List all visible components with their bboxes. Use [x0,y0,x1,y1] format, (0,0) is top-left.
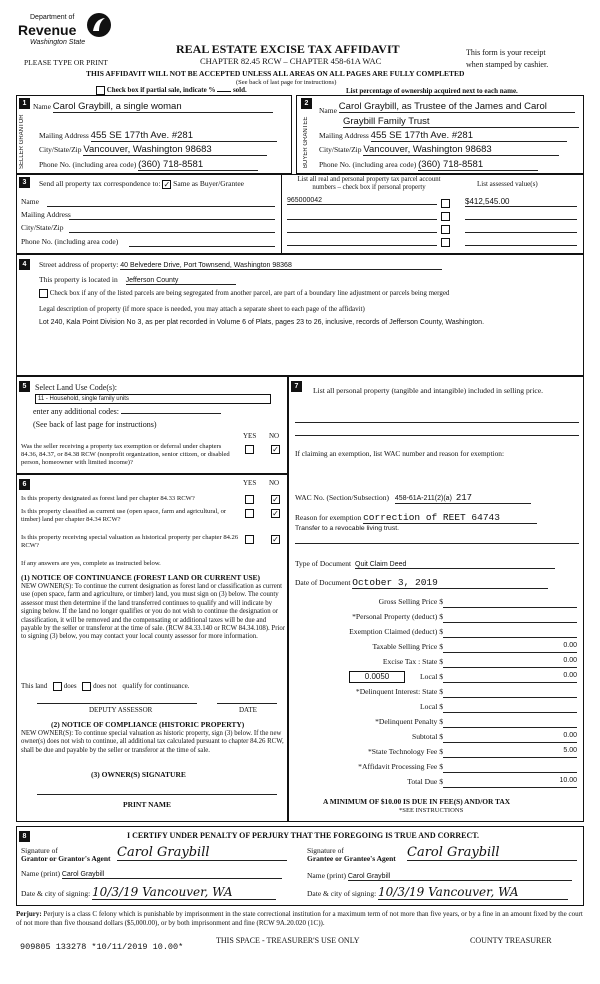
tax-row [295,597,579,612]
section-2 [296,95,584,174]
wac-number[interactable] [395,493,531,504]
grantor-signature[interactable]: Carol Graybill [117,845,287,861]
personal-property-label: List all personal property (tangible and intangible) included in selling price. [313,386,544,395]
form-subtitle: CHAPTER 82.45 RCW – CHAPTER 458-61A WAC [200,56,382,66]
section-5 [16,376,288,474]
buyer-phone-label: Phone No. (including area code) [319,160,417,169]
tax-row-label: *Delinquent Interest: State $ [355,687,443,696]
doc-date-field[interactable]: October 3, 2019 [352,577,548,589]
tax-row-label: Subtotal $ [411,732,443,741]
grantor-date-city[interactable]: 10/3/19 Vancouver, WA [92,885,276,900]
reason-field[interactable]: correction of REET 64743 [363,512,537,524]
tax-row-value[interactable] [443,597,577,608]
name-3-label: Name [21,197,39,206]
exemption-yes-checkbox[interactable] [245,445,254,454]
tax-row-value[interactable]: 0.00 [443,732,577,743]
parcel-number-4[interactable] [287,236,437,246]
does-not-label: does not [93,682,117,691]
doc-type-field[interactable]: Quit Claim Deed [355,561,555,569]
revenue-logo-icon [86,12,112,38]
tax-row [295,762,579,777]
tax-row [295,627,579,642]
tax-row [295,777,579,792]
section-1 [16,95,292,174]
legal-description[interactable]: Lot 240, Kala Point Division No 3, as per plat recorded in Volume 6 of Plats, pages 23 to 26, inclusive, records of Jefferson County, Washington. [39,319,485,326]
forest-no-checkbox[interactable]: ✓ [272,495,279,504]
seller-phone[interactable]: (360) 718-8581 [138,159,258,171]
personal-property-checkbox-3[interactable] [441,225,450,234]
personal-property-checkbox-2[interactable] [441,212,450,221]
form-title: REAL ESTATE EXCISE TAX AFFIDAVIT [176,42,400,56]
personal-property-checkbox-4[interactable] [441,238,450,247]
tax-row-value[interactable] [443,717,577,728]
please-type: PLEASE TYPE OR PRINT [24,58,108,67]
tax-row-label: Local $ [420,702,443,711]
seller-address[interactable]: 455 SE 177th Ave. #281 [91,130,277,142]
deputy-date-line[interactable] [217,703,277,704]
parcel-rows [287,197,581,249]
section-3 [16,174,584,254]
notice-continuance-title: (1) NOTICE OF CONTINUANCE (FOREST LAND OR CURRENT USE) [21,573,261,582]
tax-row-value[interactable]: 10.00 [443,777,577,788]
county-field[interactable]: Jefferson County [126,277,236,285]
partial-sale-label: Check box if partial sale, indicate % [106,86,216,95]
tax-row-value[interactable] [443,762,577,773]
see-instructions: *SEE INSTRUCTIONS [399,807,464,814]
grantee-signature[interactable]: Carol Graybill [407,845,577,861]
does-label: does [63,682,77,691]
reason-line-2[interactable]: Transfer to a revocable living trust. [295,525,400,532]
personal-property-line-2[interactable] [295,435,579,436]
send-correspondence-label: Send all property tax correspondence to: [39,179,161,188]
assessed-value[interactable]: $412,545.00 [465,197,577,207]
seller-name-label: Name [33,102,51,111]
tax-row-label: *State Technology Fee $ [367,747,443,756]
grantee-name-print[interactable]: Carol Graybill [348,873,572,881]
section-8 [16,826,584,906]
tax-row-label: Gross Selling Price $ [378,597,443,606]
no-6: NO [269,479,280,487]
tax-row-label: *Affidavit Processing Fee $ [358,762,443,771]
seller-grantor-label: SELLER GRANTOR [19,114,25,170]
name-3-field[interactable] [47,206,275,207]
if-yes-note: If any answers are yes, complete as instructed below. [21,560,161,567]
segregated-label: Check box if any of the listed parcels are being segregated from another parcel, are part of a boundary line adjustment or parcels being merged [49,289,450,298]
no-5: NO [269,432,280,440]
claiming-exemption: If claiming an exemption, list WAC number and reason for exemption: [295,449,505,458]
this-land-label: This land [21,682,48,691]
yes-5: YES [243,432,257,440]
sig-grantor-label: Signature of [21,846,58,855]
agency-state: Washington State [30,39,86,46]
parcel-number-2[interactable] [287,210,437,220]
section-6-number: 6 [19,479,30,490]
county-treasurer: COUNTY TREASURER [470,936,552,945]
grantor-name-print[interactable]: Carol Graybill [62,871,282,879]
tax-row [295,702,579,717]
tax-row-value[interactable]: 0.00 [443,642,577,653]
tax-row [295,612,579,627]
parcel-number[interactable]: 965000042 [287,197,437,205]
print-name-label: PRINT NAME [123,800,171,809]
wac-label: WAC No. (Section/Subsection) [295,493,389,502]
section-1-number: 1 [19,98,30,109]
legal-label: Legal description of property (if more space is needed, you may attach a separate sheet to each page of the affidavit) [39,305,365,313]
section-2-number: 2 [301,98,312,109]
agency-dept: Department of [30,14,75,21]
deputy-assessor-line[interactable] [37,703,197,704]
wac-handwritten: 217 [455,493,473,503]
ownership-note: List percentage of ownership acquired next to each name. [346,87,518,95]
section-4-number: 4 [19,259,30,270]
tax-row [295,642,579,657]
receipt-note-1: This form is your receipt [466,48,546,57]
partial-sale-row [96,86,247,95]
current-use-no-checkbox[interactable]: ✓ [272,509,279,518]
tax-row [295,732,579,747]
section-8-number: 8 [19,831,30,842]
name-print-label-grantee: Name (print) [307,871,346,880]
tax-calculation-rows [295,597,579,792]
tax-row [295,687,579,702]
addr-3-field[interactable] [69,219,275,220]
certify-statement: I CERTIFY UNDER PENALTY OF PERJURY THAT THE FOREGOING IS TRUE AND CORRECT. [127,831,480,840]
notice-compliance-title: (2) NOTICE OF COMPLIANCE (HISTORIC PROPERTY) [51,720,245,729]
tax-row-value[interactable] [443,627,577,638]
seller-city[interactable]: Vancouver, Washington 98683 [83,144,267,156]
deputy-assessor-label: DEPUTY ASSESSOR [89,706,153,714]
section-6 [16,474,288,822]
assessed-value-4[interactable] [465,236,577,246]
located-label: This property is located in [39,275,118,284]
tax-row-label: Exemption Claimed (deduct) $ [349,627,443,636]
tax-row [295,717,579,732]
historic-no-checkbox[interactable]: ✓ [272,535,279,544]
date-city-label-grantee: Date & city of signing: [307,889,377,898]
addr-3-label: Mailing Address [21,210,71,219]
name-print-label-grantor: Name (print) [21,869,60,878]
buyer-addr-label: Mailing Address [319,131,369,140]
phone-3-field[interactable] [129,246,275,247]
sold-label: sold. [232,86,247,95]
yes-6: YES [243,479,257,487]
sig-grantee-label: Signature of [307,846,344,855]
section-7 [288,376,584,822]
land-use-label: Select Land Use Code(s): [35,383,117,392]
tax-row [295,657,579,672]
tax-row-value[interactable]: 0.00 [443,672,577,683]
current-use-question: Is this property classified as current use (open space, farm and agricultural, or timber) land per chapter 84.34 RCW? [21,508,227,523]
see-back-5: (See back of last page for instructions) [33,420,157,429]
buyer-name[interactable]: Carol Graybill, as Trustee of the James and Carol [339,101,575,113]
tax-row-value[interactable] [443,702,577,713]
additional-codes-label: enter any additional codes: [33,407,119,416]
forest-yes-checkbox[interactable] [245,495,254,504]
additional-codes-field[interactable] [121,413,221,414]
tax-row-label: Total Due $ [407,777,443,786]
doc-date-label: Date of Document [295,578,351,587]
tax-row [295,672,579,687]
deputy-date-label: DATE [239,706,257,714]
perjury-label: Perjury: [16,910,42,918]
perjury-text: Perjury is a class C felony which is punishable by imprisonment in the state correctional institution for a maximum term of not more than five years, or by a fine in an amount fixed by the court of not more than five thousand dollars ($5,000.00), or by both imprisonment and fine (RCW 9A.20.020 (1C)). [16,910,583,927]
receipt-note-2: when stamped by cashier. [466,60,549,69]
same-as-buyer-label: Same as Buyer/Grantee [173,179,244,188]
local-rate-box[interactable]: 0.0050 [349,671,405,683]
sig-grantee-label-2: Grantee or Grantee's Agent [307,854,396,863]
buyer-phone[interactable]: (360) 718-8581 [418,159,538,171]
city-3-label: City/State/Zip [21,223,64,232]
historic-question: Is this property receiving special valuation as historical property per chapter 84.26 RCW? [21,534,239,549]
seller-name[interactable]: Carol Graybill, a single woman [53,101,273,113]
seller-addr-label: Mailing Address [39,131,89,140]
exemption-no-checkbox[interactable]: ✓ [272,445,279,454]
same-as-buyer-checkbox[interactable]: ✓ [163,179,171,189]
tax-row-label: Excise Tax : State $ [382,657,443,666]
minimum-due: A MINIMUM OF $10.00 IS DUE IN FEE(S) AND/OR TAX [323,797,511,806]
agency-name: Revenue [18,22,77,38]
notice-continuance-body: NEW OWNER(S): To continue the current designation as forest land or classification as current use (open space, farm and agriculture, or timber) land, you must sign on (3) below. The county assessor must then determine if the land transferred continues to qualify and will indicate by signing below. If the land no longer qualifies or you do not wish to continue the designation or classification, it will be removed and the compensating or additional taxes will be due and payable by the seller or transferor at the time of sale. (RCW 84.33.140 or RCW 84.34.108). Prior to signing (3) below, you may contact your local county assessor for more information. [21,583,286,641]
doc-type-label: Type of Document [295,559,352,568]
agency-logo [14,12,114,52]
tax-row-value[interactable]: 5.00 [443,747,577,758]
parcel-number-3[interactable] [287,223,437,233]
seller-phone-label: Phone No. (including area code) [39,160,137,169]
section-7-number: 7 [291,381,302,392]
partial-sale-checkbox[interactable] [96,86,105,95]
seller-city-label: City/State/Zip [39,145,82,154]
assessed-value-3[interactable] [465,223,577,233]
does-not-checkbox[interactable] [82,682,91,691]
personal-property-line-1[interactable] [295,422,579,423]
treasurer-space: THIS SPACE - TREASURER'S USE ONLY [216,936,360,945]
assessed-header: List assessed value(s) [477,180,538,188]
buyer-name-label: Name [319,106,337,115]
exemption-question: Was the seller receiving a property tax exemption or deferral under chapters 84.36, 84.37, or 84.38 RCW (nonprofit organization, senior citizen, or disabled person, homeowner with limited income)? [21,443,230,466]
tax-row-label: Local $ [420,672,443,681]
see-back-header: (See back of last page for instructions) [236,79,337,86]
tax-row-label: *Personal Property (deduct) $ [352,612,443,621]
owner-signature-label: (3) OWNER(S) SIGNATURE [91,770,186,779]
tax-row-value[interactable] [443,687,577,698]
tax-row-value[interactable] [443,612,577,623]
warning-text: THIS AFFIDAVIT WILL NOT BE ACCEPTED UNLESS ALL AREAS ON ALL PAGES ARE FULLY COMPLETED [86,69,465,78]
perjury-notice [16,910,584,928]
street-address[interactable]: 40 Belvedere Drive, Port Townsend, Washington 98368 [120,262,442,270]
reason-label: Reason for exemption [295,513,362,522]
historic-yes-checkbox[interactable] [245,535,254,544]
reason-line-3[interactable] [295,543,579,544]
buyer-grantee-label: BUYER GRANTEE [303,116,309,168]
notice-compliance-body: NEW OWNER(S): To continue special valuation as historic property, sign (3) below. If the new owner(s) does not wish to continue, all additional tax calculated pursuant to chapter 84.26 RCW, shall be due and payable by the seller or transferor at the time of sale. [21,730,284,754]
sig-grantor-label-2: Grantor or Grantor's Agent [21,854,111,863]
buyer-city-label: City/State/Zip [319,145,362,154]
section-3-number: 3 [19,177,30,188]
current-use-yes-checkbox[interactable] [245,509,254,518]
tax-row-label: Taxable Selling Price $ [372,642,443,651]
tax-row [295,747,579,762]
date-city-label-grantor: Date & city of signing: [21,889,91,898]
tax-row-value[interactable]: 0.00 [443,657,577,668]
wac-typed: 458-61A-211(2)(a) [394,495,452,502]
cashier-stamp: 909805 133278 *10/11/2019 10.00* [20,942,184,952]
owner-signature-line[interactable] [37,794,277,795]
buyer-address[interactable]: 455 SE 177th Ave. #281 [371,130,567,142]
does-checkbox[interactable] [53,682,62,691]
tax-row-label: *Delinquent Penalty $ [375,717,443,726]
grantee-date-city[interactable]: 10/3/19 Vancouver, WA [378,885,568,900]
land-use-select[interactable]: 11 - Household, single family units [35,394,271,404]
street-label: Street address of property: [39,260,119,269]
buyer-city[interactable]: Vancouver, Washington 98683 [363,144,559,156]
section-4 [16,254,584,376]
city-3-field[interactable] [69,232,275,233]
phone-3-label: Phone No. (including area code) [21,237,119,246]
assessed-value-2[interactable] [465,210,577,220]
parcel-header: List all real and personal property tax parcel account numbers – check box if personal property [297,176,441,191]
personal-property-checkbox[interactable] [441,199,450,208]
qualify-label: qualify for continuance. [122,682,190,691]
section-5-number: 5 [19,381,30,392]
segregated-checkbox[interactable] [39,289,48,298]
forest-question: Is this property designated as forest land per chapter 84.33 RCW? [21,495,195,502]
buyer-name-line-2[interactable]: Graybill Family Trust [343,116,579,128]
